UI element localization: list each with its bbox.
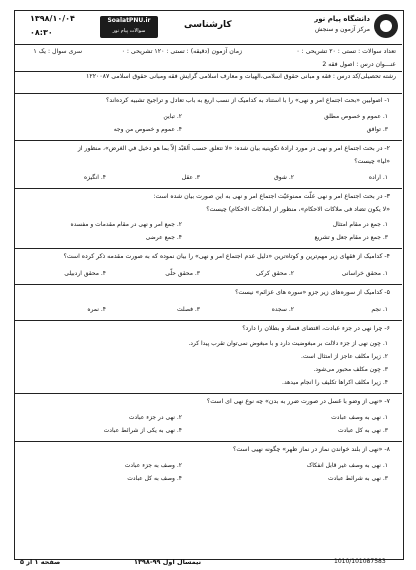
answer-option[interactable]: ۲. وصف به جزء عبادت [124,462,182,469]
info-row-field [14,72,402,82]
exam-time: ۰۸:۳۰ [30,28,53,37]
question-text: ۳- در بحث اجتماع امر و نهی علّت ممنوعیّت اجتماع امر و نهی به این صورت بیان شده است: [153,193,390,200]
answer-option[interactable]: ۲. نهی در جزء عبادت [128,414,182,421]
answer-option[interactable]: ۴. زیرا مکلف اکراها تکلیف را انجام میدهد. [282,379,388,386]
center-name: مرکز آزمون و سنجش [315,26,370,33]
field-of-study: رشته تحصیلی/کد درس : فقه و مبانی حقوق اسلامی،الهیات و معارف اسلامی گرایش فقه ومبانی حقوق اسلامی ۱۲۲۰۰۸۷ [86,73,396,80]
answer-option[interactable]: ۲. جمع امر و نهی در مقام مقدمات و مفسده [70,221,182,228]
site-badge-tagline: سوالات پیام نور [112,28,146,34]
answer-option[interactable]: ۲. زیرا مکلف عاجز از امتثال است. [300,353,388,360]
university-emblem-icon [374,14,398,38]
exam-duration: زمان آزمون (دقیقه) : تستی : ۱۲۰ تشریحی : ۰ [121,48,242,55]
course-title: عنـــوان درس : اصول فقه 2 [322,61,396,68]
answer-option[interactable]: ۳. چون مکلف محبور می‌شود. [313,366,388,373]
answer-option[interactable]: ۳. نهی به شرائط عبادت [327,475,388,482]
answer-option[interactable]: ۴. انگیزه [84,174,106,181]
answer-option[interactable]: ۳. جمع در مقام جعل و تشریع [314,234,388,241]
info-row-counts [14,46,402,58]
question-text: ۸- «نهی از بلند خواندن نماز در نماز ظهر» چگونه نهیی است؟ [233,446,390,453]
answer-option[interactable]: ۲. تباین [163,113,182,120]
answer-option[interactable]: ۴. محقق اردبیلی [64,270,106,277]
info-row-course [14,59,402,72]
answer-option[interactable]: ۴. نمره [87,306,106,313]
answer-option[interactable]: ۴. وصف به کل عبادت [127,475,182,482]
question-text: ۱- اصولیین «بحث اجتماع امر و نهی» را با استناد به کدامیک از نسب اربع به باب تعادل و تراجیح تشبیه کرده‌اند؟ [106,97,390,104]
question-text-cont: «لیا» چیست؟ [354,158,390,165]
question-text: ۵- کدامیک از سوره‌های زیر جزو «سوره های عزائم» نیست؟ [235,289,390,296]
answer-option[interactable]: ۳. توافق [366,126,388,133]
answer-option[interactable]: ۲. محقق کرکی [255,270,294,277]
question-divider [14,441,402,442]
answer-option[interactable]: ۴. عموم و خصوص من وجه [113,126,182,133]
page-number: صفحه ۱ از ۵ [20,558,61,566]
question-text: ۶- چرا نهی در جزء عبادت، اقتضای فساد و بطلان را دارد؟ [242,325,390,332]
answer-option[interactable]: ۲. شوق [274,174,294,181]
answer-option[interactable]: ۳. عقل [181,174,200,181]
answer-option[interactable]: ۴. جمع عرضی [145,234,182,241]
answer-option[interactable]: ۱. نهی به وصف عبادت [331,414,388,421]
answer-option[interactable]: ۱. اراده [368,174,388,181]
exam-code: 1010/101087583 [334,558,386,565]
question-divider [14,248,402,249]
answer-option[interactable]: ۱. نهی به وصف غیر قابل انفکاک [306,462,388,469]
question-series: سری سوال : یک ۱ [33,48,82,55]
exam-date: ۱۳۹۸/۱۰/۰۴ [30,14,75,23]
questions-count: تعداد سوالات : تستی : ۲۰ تشریحی : ۰ [296,48,396,55]
answer-option[interactable]: ۱. نجم [371,306,388,313]
exam-header [14,10,402,45]
question-text: ۷- «نهی از وضو با غسل در صورت ضرر به بدن» چه نوع نهی ای است؟ [206,398,390,405]
question-divider [14,140,402,141]
answer-option[interactable]: ۳. محقق حلّی [165,270,200,277]
question-divider [14,188,402,189]
question-text: ۴- کدامیک از فقهای زیر مهم‌ترین و کوتاه‌ترین «دلیل عدم اجتماع امر و نهی» را بیان نموده که به صورت مقدمه ذکر کرده است؟ [63,253,390,260]
question-text-cont: «لا یکون تضاد فی ملاکات الاحکام»، منظور از (ملاکات الاحکام) چیست؟ [206,206,390,213]
answer-option[interactable]: ۱. عموم و خصوص مطلق [324,113,388,120]
site-badge-name: SoalatPNU.ir [107,17,151,24]
answer-option[interactable]: ۱. چون نهی از جزء دلالت بر مبغوضیت دارد و با مبغوض نمی‌توان تقرب پیدا کرد. [188,340,388,347]
question-text: ۲- در بحث اجتماع امر و نهی در مورد ارادۀ تکوینیه بیان شده: «لا تتعلق حسب اَلعَبْد إلاّ بما هو دخیل في الغرض»، منظور از [77,145,390,152]
semester-label: نیمسال اول ۹۹-۱۳۹۸ [134,558,202,566]
answer-option[interactable]: ۴. نهی به یکی از شرائط عبادت [103,427,182,434]
university-name: دانشگاه پیام نور [314,15,370,23]
answer-option[interactable]: ۳. نهی به کل عبادت [337,427,388,434]
answer-option[interactable]: ۱. محقق خراسانی [341,270,388,277]
info-row-spacer [14,82,402,94]
university-logo-block [278,13,398,41]
question-divider [14,284,402,285]
exam-page [4,2,412,566]
degree-label: کارشناسی [184,20,232,30]
answer-option[interactable]: ۱. جمع در مقام امتثال [332,221,388,228]
question-divider [14,393,402,394]
answer-option[interactable]: ۲. سجده [271,306,294,313]
answer-option[interactable]: ۳. فصلت [177,306,200,313]
question-divider [14,320,402,321]
site-badge [100,16,158,38]
